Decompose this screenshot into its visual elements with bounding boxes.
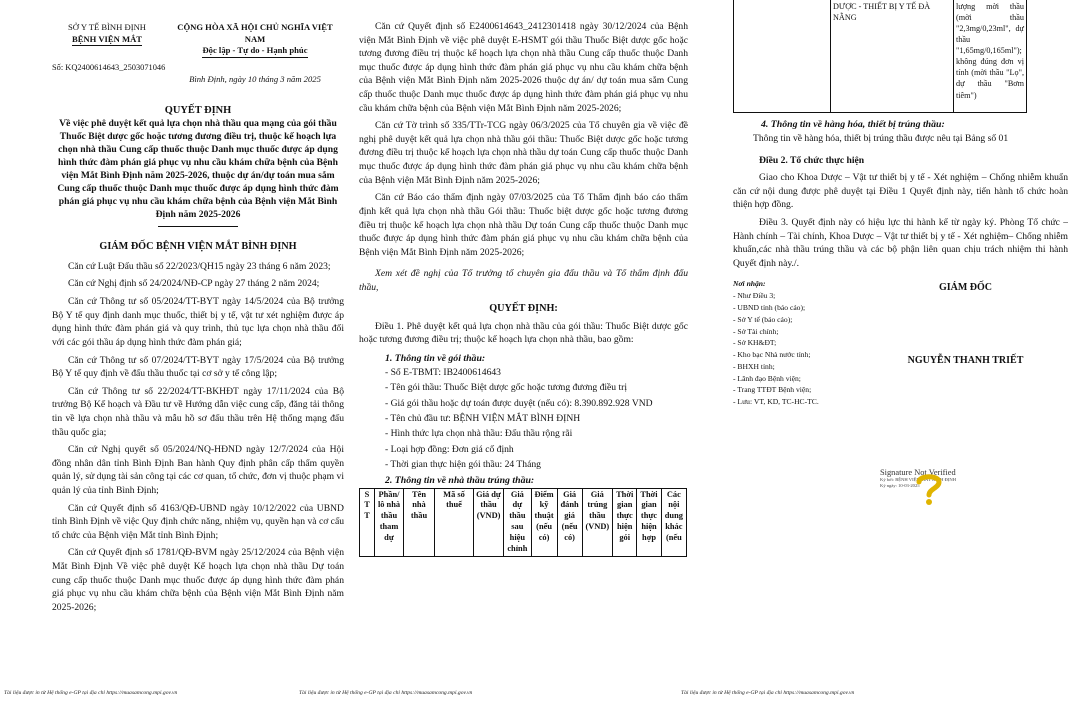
legal-basis: Căn cứ Nghị quyết số 05/2024/NQ-HĐND ngày 12/7/2024 của Hội đồng nhân dân tỉnh Bình Định Ban hành Quy định phân cấp thẩm quyền quản lý, sử dụng tài sản công tại các cơ quan, tổ chức, đơn vị thuộc phạm vi quản lý của tỉnh Bình Định; <box>52 444 344 497</box>
legal-basis: Căn cứ Quyết định số 4163/QĐ-UBND ngày 10/12/2022 của UBND tỉnh Bình Định về việc Quy định chức năng, nhiệm vụ, quyền hạn và cơ cấu tổ chức của Bệnh viện Mắt tỉnh Bình Định; <box>52 502 344 541</box>
table-header: Giá dự thầu sau hiệu chỉnh <box>504 488 531 557</box>
legal-basis: Căn cứ Thông tư số 05/2024/TT-BYT ngày 14/5/2024 của Bộ trưởng Bộ Y tế quy định danh mục thuốc, thiết bị y tế, vật tư xét nghiệm được áp dụng hình thức đàm phán giá và quy trình, thủ tục lựa chọn nhà thầu đối với các gói thầu áp dụng hình thức đàm phán giá; <box>52 296 344 348</box>
legal-basis: Căn cứ Luật Đấu thầu số 22/2023/QH15 ngày 23 tháng 6 năm 2023; <box>68 260 331 272</box>
country-name: CỘNG HÒA XÃ HỘI CHỦ NGHĨA VIỆT NAM <box>177 22 333 44</box>
table-header: Tên nhà thầu <box>404 488 435 557</box>
section-winner-info: 2. Thông tin về nhà thầu trúng thầu: <box>385 474 535 486</box>
page-footer: Tài liệu được in từ Hệ thống e-GP tại địa chỉ https://muasamcong.mpi.gov.vn <box>4 690 178 696</box>
consideration: Xem xét đề nghị của Tổ trưởng tổ chuyên gia đấu thầu và Tổ thẩm định đấu thầu, <box>359 268 688 293</box>
list-item: - Lưu: VT, KD, TC-HC-TC. <box>733 397 819 407</box>
page-footer: Tài liệu được in từ Hệ thống e-GP tại địa chỉ https://muasamcong.mpi.gov.vn <box>681 690 855 696</box>
motto: Độc lập - Tự do - Hạnh phúc <box>202 45 307 58</box>
legal-basis: Căn cứ Báo cáo thẩm định ngày 07/03/2025 của Tổ Thẩm định báo cáo thẩm định kết quả lựa chọn nhà thầu Gói thầu: Thuốc biệt dược gốc hoặc tương đương điều trị thuộc kế hoạch lựa chọn nhà thầu Dự toán Cung cấp thuốc thuộc Danh mục thuốc được áp dụng hình thức đàm phán giá phục vụ nhu cầu khám chữa bệnh của Bệnh viện Mắt Bình Định năm 2025-2026; <box>359 192 688 258</box>
recipients-list <box>733 278 863 407</box>
table-cell-contractor: DƯỢC - THIẾT BỊ Y TẾ ĐÀ NẴNG <box>831 0 954 113</box>
document-number: Số: KQ2400614643_2503071046 <box>52 63 166 73</box>
package-info-item: - Giá gói thầu hoặc dự toán được duyệt (nếu có): 8.390.892.928 VND <box>385 397 653 409</box>
table-row <box>734 0 1027 113</box>
signature-warning-icon <box>914 472 944 506</box>
article-2-text: Giao cho Khoa Dược – Vật tư thiết bị y tế - Xét nghiệm – Chống nhiễm khuẩn căn cứ nội dung được phê duyệt tại Điều 1 Quyết định này, tiến hành tổ chức hoàn thiện hợp đồng. <box>733 172 1068 211</box>
page-column-1 <box>52 0 344 700</box>
table-header: Thời gian thực hiện hợp <box>637 488 661 557</box>
decision-title: QUYẾT ĐỊNH <box>164 105 232 117</box>
legal-basis: Căn cứ Thông tư số 07/2024/TT-BYT ngày 17/5/2024 của Bộ trưởng Bộ Y tế quy định về đấu thầu thuốc tại cơ sở y tế công lập; <box>52 354 344 380</box>
table-header: Giá trúng thầu (VND) <box>582 488 612 557</box>
document-date: Bình Định, ngày 10 tháng 3 năm 2025 <box>189 73 321 84</box>
signer-name: NGUYỄN THANH TRIẾT <box>907 355 1024 367</box>
article-3: Điều 3. Quyết định này có hiệu lực thi hành kể từ ngày ký. Phòng Tổ chức –Hành chính – Tài chính, Khoa Dược – Vật tư thiết bị y tế - Xét nghiệm– Chống nhiễm khuẩn,các nhà thầu trúng thầu và các bộ phận liên quan chịu trách nhiệm thi hành Quyết định này./. <box>733 217 1068 269</box>
table-cell-note: lượng mời thầu (mời thầu "2,3mg/0,23ml", dự thầu "1,65mg/0,165ml"); không đúng đơn vị tính (mời thầu "Lọ", dự thầu "Bơm tiêm") <box>954 0 1027 113</box>
legal-basis: Căn cứ Thông tư số 22/2024/TT-BKHĐT ngày 17/11/2024 của Bộ trưởng Bộ Kế hoạch và Đầu tư về Hướng dẫn việc cung cấp, đăng tải thông tin về lựa chọn nhà thầu và mẫu hồ sơ đấu thầu trên Hệ thống mạng đấu thầu quốc gia; <box>52 385 344 438</box>
divider <box>158 226 238 227</box>
package-info-item: - Tên chủ đầu tư: BỆNH VIỆN MẮT BÌNH ĐỊNH <box>385 412 581 424</box>
director-heading: GIÁM ĐỐC BỆNH VIỆN MẮT BÌNH ĐỊNH <box>99 240 297 252</box>
section-goods-info: 4. Thông tin về hàng hóa, thiết bị trúng thầu: <box>761 119 945 130</box>
table-header: Giá đánh giá (nếu có) <box>557 488 582 557</box>
table-header: S T T <box>360 488 375 557</box>
article-2-title: Điều 2. Tổ chức thực hiện <box>759 154 865 166</box>
page-column-2 <box>359 0 688 700</box>
table-header: Thời gian thực hiện gói <box>613 488 637 557</box>
winner-table <box>359 488 687 558</box>
legal-basis: Căn cứ Quyết định số E2400614643_2412301418 ngày 30/12/2024 của Bệnh viện Mắt Bình Định về việc phê duyệt E-HSMT gói thầu Thuốc Biệt dược gốc hoặc tương đương điều trị thuộc kế hoạch lựa chọn nhà thầu Cung cấp thuốc thuộc Danh mục thuốc được áp dụng hình thức đàm phán giá phục vụ nhu cầu khám chữa bệnh của Bệnh viện Mắt Bình Định năm 2025-2026 thuộc dự án/ dự toán mua sắm Cung cấp thuốc thuộc Danh mục thuốc được áp dụng hình thức đàm phán giá phục vụ nhu cầu khám chữa bệnh của Bệnh viện Mắt Bình Định năm 2025-2026; <box>359 21 688 114</box>
signature-status: Signature Not Verified <box>880 468 956 477</box>
signature-date: Ký ngày: 10-03-2025 <box>880 482 920 488</box>
package-info-item: - Thời gian thực hiện gói thầu: 24 Tháng <box>385 459 541 471</box>
legal-basis: Căn cứ Quyết định số 1781/QĐ-BVM ngày 25/12/2024 của Bệnh viện Mắt Bình Định Về việc phê duyệt Kế hoạch lựa chọn nhà thầu Dự toán cung cấp thuốc thuộc Danh mục thuốc được áp dụng hình thức đàm phán giá phục vụ nhu cầu khám chữa bệnh của Bệnh viện Mắt Bình Định năm 2025-2026; <box>52 547 344 613</box>
hospital-name: BỆNH VIỆN MẮT <box>72 34 142 47</box>
package-info-item: - Hình thức lựa chọn nhà thầu: Đấu thầu rộng rãi <box>385 428 573 440</box>
table-header: Mã số thuế <box>435 488 474 557</box>
decide-heading: QUYẾT ĐỊNH: <box>489 302 558 314</box>
legal-basis: Căn cứ Tờ trình số 335/TTr-TCG ngày 06/3/2025 của Tổ chuyên gia về việc đề nghị phê duyệt kết quả lựa chọn nhà thầu gói thầu: Thuốc Biệt dược gốc hoặc tương đương điều trị thuộc kế hoạch lựa chọn nhà thầu dự toán Cung cấp thuốc thuộc Danh mục thuốc được áp dụng hình thức đàm phán giá phục vụ nhu cầu khám chữa bệnh của Bệnh viện Mắt Bình Định năm 2025-2026; <box>359 120 688 186</box>
goods-info-text: Thông tin về hàng hóa, thiết bị trúng thầu được nêu tại Bảng số 01 <box>753 133 1009 144</box>
list-item: - Sở Tài chính; <box>733 326 779 336</box>
signer-title: GIÁM ĐỐC <box>938 282 993 294</box>
list-item: - Kho bạc Nhà nước tỉnh; <box>733 350 811 360</box>
package-info-item: - Tên gói thầu: Thuốc Biệt dược gốc hoặc tương đương điều trị <box>385 382 628 394</box>
winner-table-continued <box>733 0 1027 113</box>
list-item: - BHXH tỉnh; <box>733 361 775 371</box>
table-header-row <box>360 488 687 557</box>
page-footer: Tài liệu được in từ Hệ thống e-GP tại địa chỉ https://muasamcong.mpi.gov.vn <box>299 690 473 696</box>
digital-signature <box>880 468 990 489</box>
recipients-title: Nơi nhận: <box>733 279 766 289</box>
list-item: - Trang TTĐT Bệnh viện; <box>733 385 812 395</box>
list-item: - Như Điều 3; <box>733 291 776 301</box>
ministry-name: SỞ Y TẾ BÌNH ĐỊNH <box>68 22 146 32</box>
list-item: - UBND tỉnh (báo cáo); <box>733 303 806 313</box>
article-1: Điều 1. Phê duyệt kết quả lựa chọn nhà thầu của gói thầu: Thuốc Biệt dược gốc hoặc tương đương điều trị; thuộc kế hoạch lựa chọn nhà thầu, bao gồm: <box>359 320 688 346</box>
signature-signer: Ký bởi: BỆNH VIỆN MẮT BÌNH ĐỊNH <box>880 477 957 482</box>
page-column-3 <box>733 0 1068 700</box>
section-package-info: 1. Thông tin về gói thầu: <box>385 352 486 364</box>
list-item: - Sở Y tế (báo cáo); <box>733 314 793 324</box>
package-info-item: - Loại hợp đồng: Đơn giá cố định <box>385 443 514 455</box>
table-header: Giá dự thầu (VND) <box>474 488 504 557</box>
list-item: - Lãnh đạo Bệnh viện; <box>733 373 801 383</box>
list-item: - Sở KH&ĐT; <box>733 338 777 348</box>
package-info-item: - Số E-TBMT: IB2400614643 <box>385 366 501 378</box>
table-header: Các nội dung khác (nếu <box>661 488 686 557</box>
legal-basis: Căn cứ Nghị định số 24/2024/NĐ-CP ngày 27 tháng 2 năm 2024; <box>68 278 320 290</box>
table-header: Điểm kỹ thuật (nếu có) <box>531 488 557 557</box>
table-header: Phần/ lô nhà thầu tham dự <box>375 488 404 557</box>
document-header <box>52 22 344 85</box>
decision-subtitle: Về việc phê duyệt kết quả lựa chọn nhà thầu qua mạng của gói thầu Thuốc Biệt dược gốc hoặc tương đương điều trị, thuộc kế hoạch lựa chọn nhà thầu Cung cấp thuốc thuộc Danh mục thuốc được áp dụng hình thức đàm phán giá phục vụ nhu cầu khám chữa bệnh của Bệnh viện Mắt Bình Định năm 2025-2026, thuộc dự án/dự toán mua sắm Cung cấp thuốc thuộc Danh mục thuốc được áp dụng hình thức đàm phán giá phục vụ nhu cầu khám chữa bệnh của Bệnh viện Mắt Bình Định năm 2025-2026 <box>57 118 339 220</box>
signature-block <box>863 278 1068 407</box>
